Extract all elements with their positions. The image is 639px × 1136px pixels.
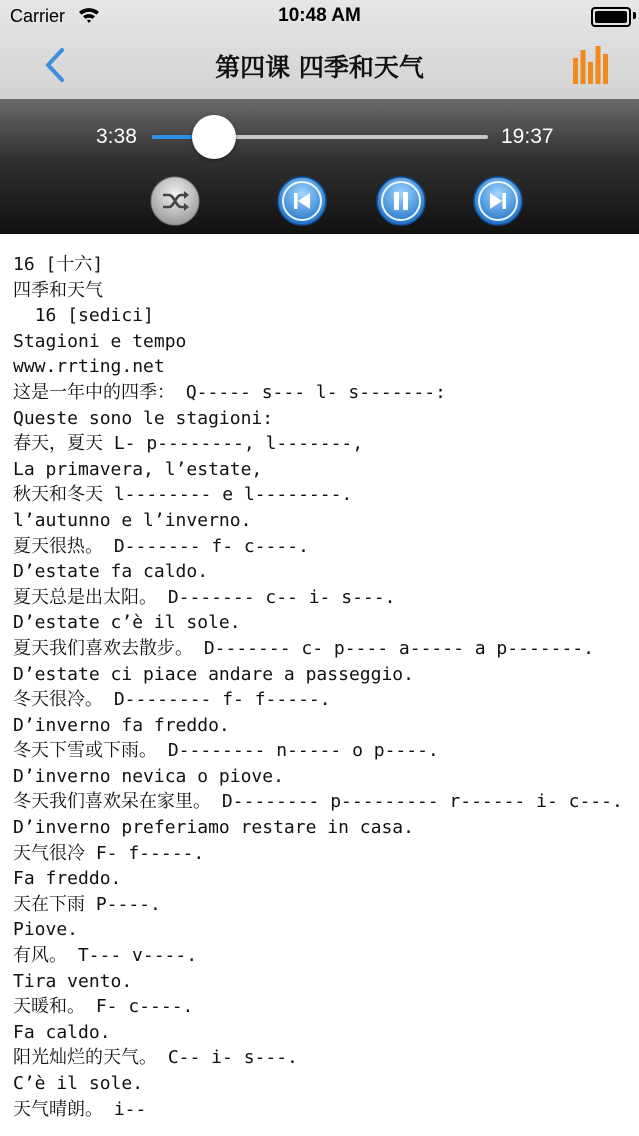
- shuffle-button[interactable]: [150, 176, 200, 226]
- text-line: Fa caldo.: [13, 1021, 111, 1043]
- battery-icon: [591, 7, 631, 27]
- next-button[interactable]: [473, 176, 523, 226]
- text-line: Tira vento.: [13, 970, 133, 992]
- total-time: 19:37: [501, 125, 554, 148]
- pause-icon: [376, 176, 426, 226]
- text-line: 16 [sedici]: [13, 305, 154, 327]
- previous-button[interactable]: [277, 176, 327, 226]
- text-line: D’estate ci piace andare a passeggio.: [13, 663, 414, 685]
- text-line: 冬天很冷。 D-------- f- f-----.: [13, 689, 331, 711]
- skip-previous-icon: [277, 176, 327, 226]
- shuffle-icon: [150, 176, 200, 226]
- pause-button[interactable]: [376, 176, 426, 226]
- text-line: D’estate fa caldo.: [13, 561, 209, 583]
- equalizer-button[interactable]: [573, 44, 609, 84]
- text-line: 夏天我们喜欢去散步。 D------- c- p---- a----- a p-------.: [13, 637, 594, 659]
- text-line: 阳光灿烂的天气。 C-- i- s---.: [13, 1047, 298, 1069]
- text-line: D’inverno preferiamo restare in casa.: [13, 817, 414, 839]
- chevron-left-icon: [40, 46, 70, 86]
- text-line: 夏天总是出太阳。 D------- c-- i- s---.: [13, 586, 396, 608]
- carrier-label: Carrier: [10, 6, 66, 26]
- text-line: 夏天很热。 D------- f- c----.: [13, 535, 309, 557]
- text-line: D’inverno fa freddo.: [13, 714, 230, 736]
- text-line: www.rrting.net: [13, 356, 165, 378]
- progress-thumb[interactable]: [192, 115, 236, 159]
- text-line: Fa freddo.: [13, 868, 122, 890]
- text-line: Piove.: [13, 919, 79, 941]
- back-button[interactable]: [40, 46, 70, 86]
- text-line: 这是一年中的四季： Q----- s--- l- s-------:: [13, 381, 446, 403]
- battery-tip: [633, 12, 636, 19]
- skip-next-icon: [473, 176, 523, 226]
- text-line: La primavera, l’estate,: [13, 458, 263, 480]
- text-line: Stagioni e tempo: [13, 330, 187, 352]
- text-line: 天暖和。 F- c----.: [13, 996, 194, 1018]
- text-line: 天气晴朗。 i--: [13, 1098, 147, 1120]
- audio-player: [0, 99, 639, 234]
- text-line: 秋天和冬天 l-------- e l--------.: [13, 484, 353, 506]
- status-time: 10:48 AM: [278, 5, 361, 26]
- text-line: 天气很冷 F- f-----.: [13, 842, 205, 864]
- text-line: 16 [十六]: [13, 254, 104, 275]
- text-line: 四季和天气: [13, 279, 103, 301]
- text-line: 春天，夏天 L- p--------, l-------,: [13, 433, 364, 455]
- status-bar: [0, 0, 639, 34]
- text-line: 冬天下雪或下雨。 D-------- n----- o p----.: [13, 740, 439, 762]
- text-line: Queste sono le stagioni:: [13, 407, 274, 429]
- text-line: 天在下雨 P----.: [13, 893, 161, 915]
- equalizer-icon: [573, 44, 609, 84]
- text-line: D’inverno nevica o piove.: [13, 765, 284, 787]
- text-line: 冬天我们喜欢呆在家里。 D-------- p--------- r------ i- c---.: [13, 791, 623, 813]
- page-title: 第四课 四季和天气: [215, 53, 424, 82]
- text-line: 有风。 T--- v----.: [13, 945, 198, 967]
- text-line: C’è il sole.: [13, 1073, 144, 1094]
- lesson-text: [13, 252, 633, 1122]
- text-line: l’autunno e l’inverno.: [13, 509, 252, 531]
- elapsed-time: 3:38: [96, 125, 137, 148]
- navigation-header: [0, 0, 639, 99]
- text-line: D’estate c’è il sole.: [13, 612, 241, 634]
